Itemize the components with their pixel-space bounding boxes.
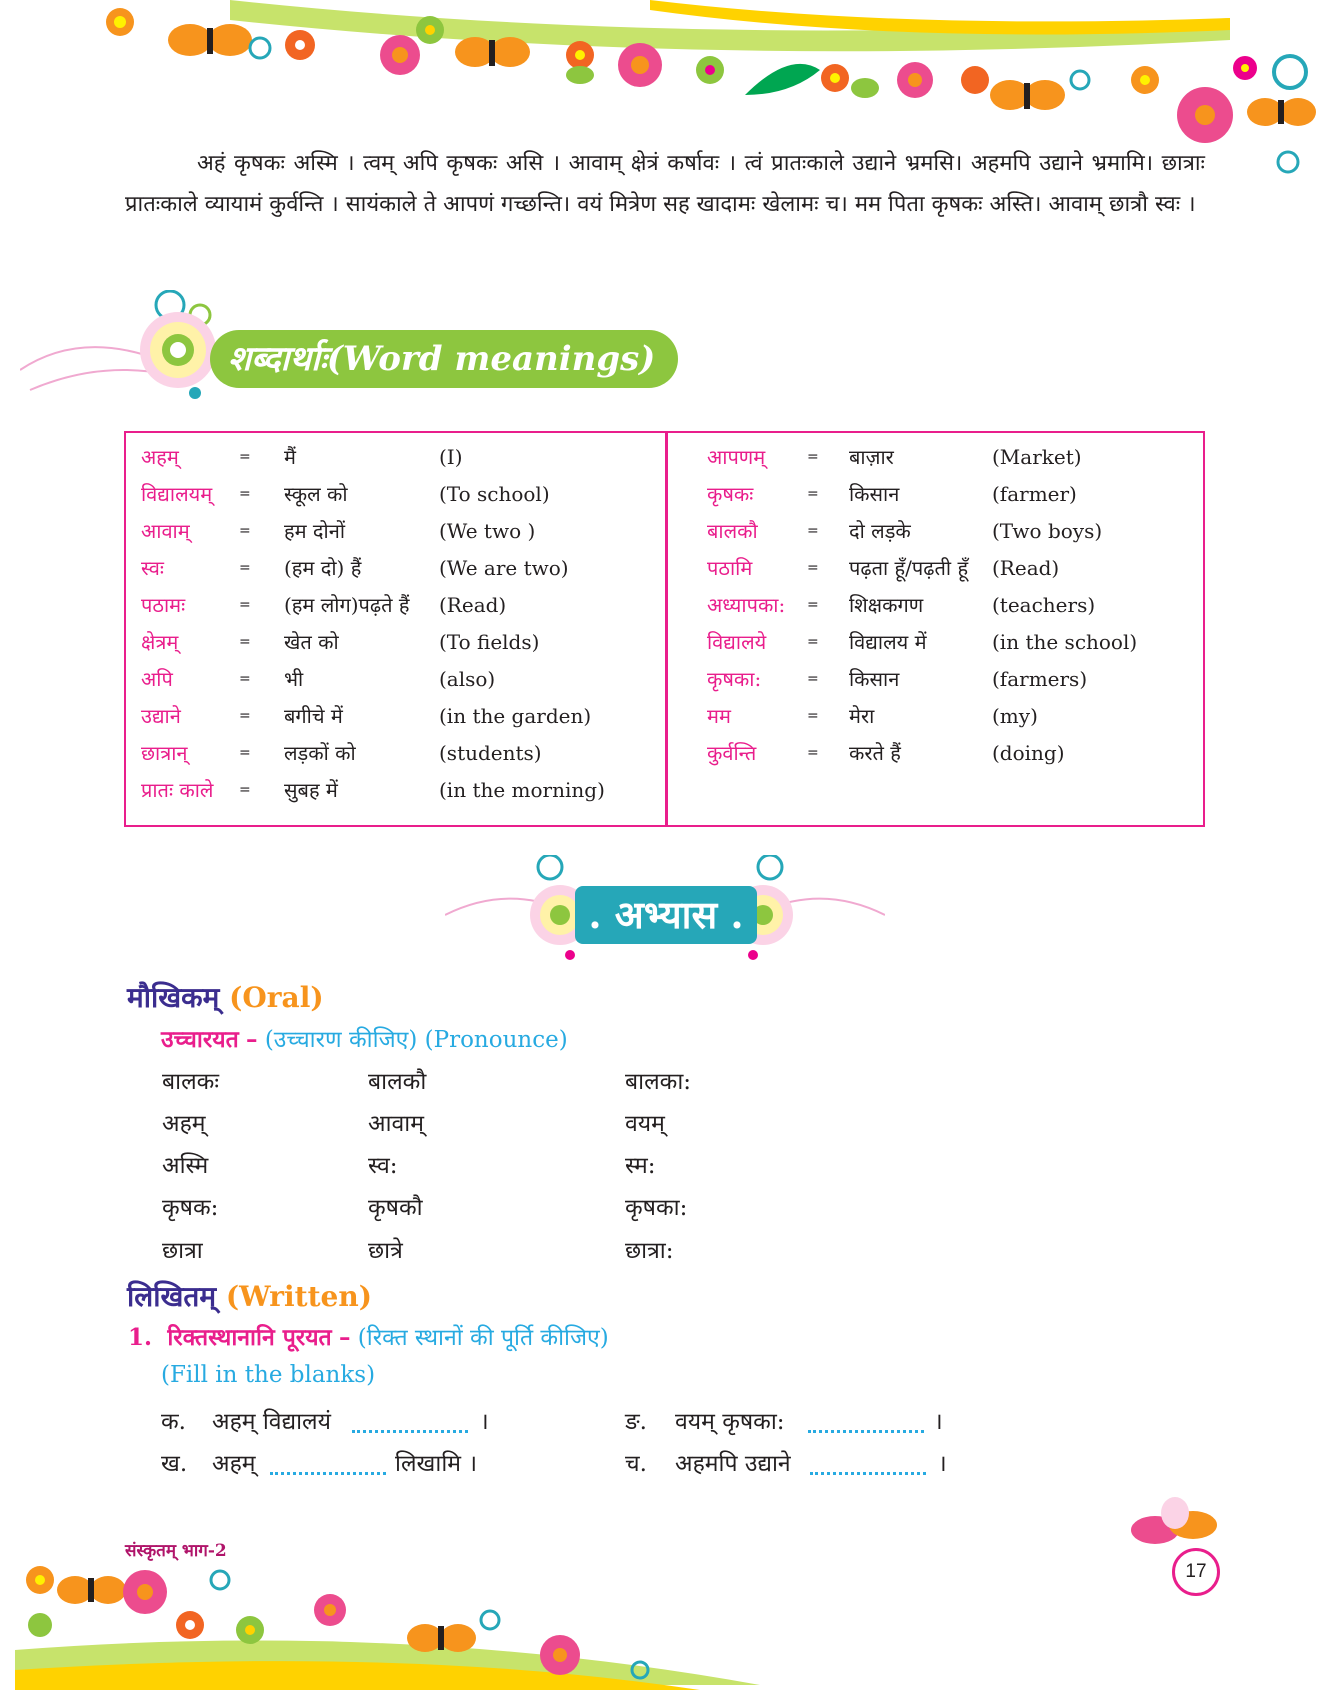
table-row [126, 626, 665, 658]
item-text: अहम् [212, 1451, 256, 1477]
hindi-meaning: स्कूल को [284, 482, 348, 506]
flower-icon [416, 16, 444, 44]
equals-sign: = [239, 449, 251, 465]
oral-title-en: (Oral) [229, 981, 324, 1014]
table-row [667, 700, 1205, 732]
instruction-word: उच्चारयत [161, 1026, 239, 1053]
spiral-icon [1274, 56, 1306, 88]
butterfly-icon [990, 80, 1065, 110]
sanskrit-word: प्रातः काले [141, 778, 214, 802]
table-row [667, 552, 1205, 584]
hindi-meaning: दो लड़के [849, 519, 911, 543]
equals-sign: = [239, 745, 251, 761]
item-text: अहम् विद्यालयं [212, 1409, 331, 1435]
equals-sign: = [807, 708, 819, 724]
item-label: ख. [161, 1451, 188, 1477]
table-row [667, 589, 1205, 621]
equals-sign: = [239, 597, 251, 613]
equals-sign: = [239, 523, 251, 539]
blank-input[interactable] [352, 1404, 468, 1433]
flower-icon [28, 1613, 52, 1637]
hindi-meaning: किसान [849, 482, 900, 506]
table-row [126, 552, 665, 584]
instruction-english: (Pronounce) [424, 1027, 568, 1053]
sanskrit-word: अहम् [141, 445, 179, 469]
flower-icon [696, 56, 724, 84]
english-meaning: (also) [439, 667, 496, 691]
pronounce-word: छात्रे [368, 1238, 403, 1264]
sanskrit-word: विद्यालये [707, 630, 767, 654]
table-row [126, 589, 665, 621]
english-meaning: (To school) [439, 482, 550, 506]
table-row [126, 478, 665, 510]
hindi-meaning: (हम लोग)पढ़ते हैं [284, 593, 410, 617]
oral-title: मौखिकम् [127, 981, 220, 1014]
table-row [667, 737, 1205, 769]
english-meaning: (in the garden) [439, 704, 592, 728]
flower-icon [285, 30, 315, 60]
pronounce-word: अस्मि [162, 1153, 209, 1179]
word-meanings-table [124, 431, 1205, 827]
sanskrit-word: बालकौ [707, 519, 758, 543]
english-meaning: (teachers) [992, 593, 1096, 617]
page-number-decoration [1125, 1495, 1225, 1555]
hindi-meaning: करते हैं [849, 741, 901, 765]
english-meaning: (farmer) [992, 482, 1077, 506]
question-dash: – [338, 1324, 351, 1351]
item-text: अहमपि उद्याने [675, 1451, 791, 1477]
oral-instruction [161, 1022, 568, 1054]
instruction-dash: – [246, 1026, 258, 1053]
equals-sign: = [239, 560, 251, 576]
passage [125, 143, 1205, 225]
written-title: लिखितम् [127, 1280, 217, 1313]
sanskrit-word: अध्यापका: [707, 593, 786, 617]
item-end: । [480, 1409, 489, 1435]
blank-input[interactable] [270, 1446, 386, 1475]
english-meaning: (We two ) [439, 519, 536, 543]
pronounce-word: बालकौ [368, 1069, 427, 1095]
hindi-meaning: (हम दो) हैं [284, 556, 362, 580]
sanskrit-word: स्वः [141, 556, 164, 580]
question-english: (Fill in the blanks) [161, 1362, 376, 1388]
english-meaning: (Two boys) [992, 519, 1103, 543]
word-meanings-heading: शब्दार्थाः(Word meanings) [210, 330, 678, 388]
equals-sign: = [239, 486, 251, 502]
flower-icon [618, 43, 662, 87]
item-end: । [938, 1451, 947, 1477]
hindi-meaning: खेत को [284, 630, 339, 654]
table-row [126, 441, 665, 473]
blank-input[interactable] [810, 1446, 926, 1475]
sanskrit-word: पठामः [141, 593, 186, 617]
equals-sign: = [239, 634, 251, 650]
blank-input[interactable] [808, 1404, 924, 1433]
spiral-icon [211, 1571, 229, 1589]
leaf-icon [851, 78, 879, 98]
hindi-meaning: किसान [849, 667, 900, 691]
item-label: क. [161, 1409, 186, 1435]
equals-sign: = [807, 745, 819, 761]
pronounce-word: बालकः [162, 1069, 219, 1095]
item-end: लिखामि । [395, 1451, 478, 1477]
table-row [667, 441, 1205, 473]
table-row [126, 515, 665, 547]
pronounce-word: आवाम् [368, 1111, 425, 1137]
equals-sign: = [239, 671, 251, 687]
hindi-meaning: बगीचे में [284, 704, 343, 728]
equals-sign: = [807, 449, 819, 465]
flower-icon [26, 1566, 54, 1594]
written-title-en: (Written) [225, 1280, 372, 1313]
pronounce-word: स्म: [625, 1153, 656, 1179]
english-meaning: (Market) [992, 445, 1082, 469]
english-meaning: (doing) [992, 741, 1065, 765]
table-row [126, 737, 665, 769]
english-meaning: (To fields) [439, 630, 540, 654]
flower-icon [821, 64, 849, 92]
table-row [126, 774, 665, 806]
spiral-icon [250, 38, 270, 58]
hindi-meaning: मैं [284, 445, 296, 469]
pronounce-word: कृषक: [162, 1195, 219, 1221]
pronounce-word: अहम् [162, 1111, 206, 1137]
flower-icon [1131, 66, 1159, 94]
english-meaning: (my) [992, 704, 1038, 728]
equals-sign: = [807, 523, 819, 539]
item-label: च. [625, 1451, 647, 1477]
leaf-icon [566, 66, 594, 84]
sanskrit-word: मम [707, 704, 731, 728]
hindi-meaning: विद्यालय में [849, 630, 927, 654]
hindi-meaning: मेरा [849, 704, 875, 728]
written-heading [127, 1277, 372, 1315]
book-title: संस्कृतम् भाग-2 [125, 1541, 227, 1561]
equals-sign: = [807, 634, 819, 650]
spiral-icon [1071, 71, 1089, 89]
hindi-meaning: लड़कों को [284, 741, 356, 765]
table-row [667, 663, 1205, 695]
flower-icon [314, 1594, 346, 1626]
flower-icon [106, 8, 134, 36]
question-hindi: (रिक्त स्थानों की पूर्ति कीजिए) [357, 1325, 609, 1351]
english-meaning: (We are two) [439, 556, 569, 580]
pronounce-word: कृषका: [625, 1195, 688, 1221]
table-row [667, 478, 1205, 510]
butterfly-icon [168, 24, 252, 56]
exercise-heading: . अभ्यास . [575, 886, 757, 944]
pronounce-word: छात्रा: [625, 1238, 674, 1264]
hindi-meaning: भी [284, 667, 304, 691]
pronounce-word: कृषकौ [368, 1195, 423, 1221]
equals-sign: = [807, 671, 819, 687]
item-label: ङ. [625, 1409, 647, 1435]
butterfly-icon [407, 1624, 476, 1652]
flower-icon [1177, 87, 1233, 143]
flower-icon [380, 35, 420, 75]
english-meaning: (I) [439, 445, 463, 469]
pronounce-word: छात्रा [162, 1238, 203, 1264]
sanskrit-word: आवाम् [141, 519, 190, 543]
flower-icon [897, 62, 933, 98]
hindi-meaning: बाज़ार [849, 445, 894, 469]
equals-sign: = [239, 708, 251, 724]
sanskrit-word: उद्याने [141, 704, 181, 728]
oral-heading [127, 978, 324, 1016]
hindi-meaning: पढ़ता हूँ/पढ़ती हूँ [849, 556, 969, 580]
equals-sign: = [239, 782, 251, 798]
item-end: । [934, 1409, 943, 1435]
question-title: रिक्तस्थानानि पूरयत [167, 1324, 332, 1351]
sanskrit-word: विद्यालयम् [141, 482, 213, 506]
flower-icon [566, 41, 594, 69]
equals-sign: = [807, 560, 819, 576]
sanskrit-word: अपि [141, 667, 173, 691]
table-row [126, 700, 665, 732]
instruction-hindi: (उच्चारण कीजिए) [264, 1027, 418, 1053]
english-meaning: (Read) [439, 593, 507, 617]
sanskrit-word: क्षेत्रम् [141, 630, 179, 654]
sanskrit-word: कृषकः [707, 482, 754, 506]
sanskrit-word: पठामि [707, 556, 753, 580]
flower-icon [1233, 56, 1257, 80]
flower-icon [236, 1616, 264, 1644]
butterfly-icon [455, 37, 530, 67]
butterfly-icon [57, 1576, 126, 1604]
pronounce-word: बालका: [625, 1069, 692, 1095]
table-row [667, 515, 1205, 547]
item-text: वयम् कृषका: [675, 1409, 785, 1435]
spiral-icon [1278, 152, 1298, 172]
english-meaning: (in the school) [992, 630, 1138, 654]
pronounce-word: स्व: [368, 1153, 398, 1179]
equals-sign: = [807, 597, 819, 613]
leaf-icon [745, 64, 820, 95]
hindi-meaning: सुबह में [284, 778, 338, 802]
butterfly-icon [1247, 98, 1316, 126]
spiral-icon [481, 1611, 499, 1629]
question-1 [128, 1320, 609, 1352]
equals-sign: = [807, 486, 819, 502]
english-meaning: (students) [439, 741, 542, 765]
sanskrit-word: छात्रान् [141, 741, 188, 765]
sanskrit-word: कृषका: [707, 667, 762, 691]
sanskrit-word: कुर्वन्ति [707, 741, 757, 765]
sanskrit-word: आपणम् [707, 445, 766, 469]
page-number: 17 [1172, 1548, 1220, 1596]
bottom-decoration [0, 1560, 1332, 1692]
table-row [126, 663, 665, 695]
question-number: 1. [128, 1324, 153, 1351]
english-meaning: (in the morning) [439, 778, 605, 802]
flower-icon [176, 1611, 204, 1639]
flower-icon [961, 66, 989, 94]
flower-icon [540, 1635, 580, 1675]
hindi-meaning: शिक्षकगण [849, 593, 924, 617]
pronounce-word: वयम् [625, 1111, 665, 1137]
passage-text: अहं कृषकः अस्मि । त्वम् अपि कृषकः असि । आवाम् क्षेत्रं कर्षावः । त्वं प्रातःकाले उद्याने भ्रमसि। अहमपि उद्याने भ्रमामि। छात्राः प्रातःकाले व्यायामं कुर्वन्ति । सायंकाले ते आपणं गच्छन्ति। वयं मित्रेण सह खादामः खेलामः च। मम पिता कृषकः अस्ति। आवाम् छात्रौ स्वः । [125, 151, 1205, 217]
table-row [667, 626, 1205, 658]
hindi-meaning: हम दोनों [284, 519, 346, 543]
english-meaning: (Read) [992, 556, 1060, 580]
flower-icon [123, 1570, 167, 1614]
english-meaning: (farmers) [992, 667, 1088, 691]
